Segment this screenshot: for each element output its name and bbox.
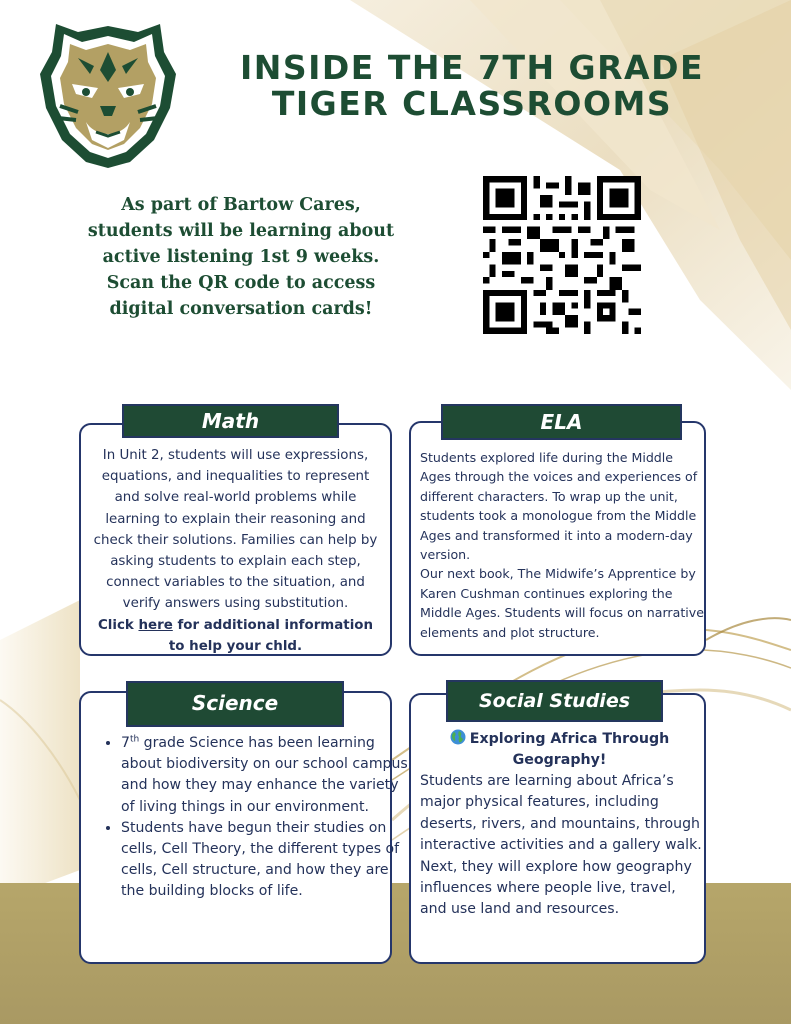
title-line-2: TIGER CLASSROOMS [271,84,673,123]
science-list [91,733,413,903]
social-studies-body: Students are learning about Africa’s major physical features, including deserts, rivers, and mountains, through interactive activities and a gallery walk. Next, they will explore how geography influences where people live, travel, and use land and resources. [420,773,702,918]
social-studies-card [409,693,706,964]
ela-paragraph-2: Our next book, The Midwife’s Apprentice by Karen Cushman continues exploring the Middle Ages. Students will focus on narrative elements and plot structure. [420,566,704,640]
qr-code[interactable] [483,175,641,335]
science-bullet-1-text: grade Science has been learning about biodiversity on our school campus and how they may enhance the variety of living things in our environment. [121,735,408,815]
globe-icon [450,729,466,745]
math-link-line [98,618,373,654]
math-link-prefix: Click [97,617,139,633]
math-tab-label: Math [122,404,339,438]
math-description: In Unit 2, students will use expressions, equations, and inequalities to represent and solve real-world problems while learning to explain their reasoning and check their solutions. Families can help by asking students to explain each step, connect variables to the situation, and verify answers using substitution. [93,448,378,612]
science-grade-number: 7 [121,735,130,751]
science-tab-label: Science [126,681,344,727]
ela-tab-label: ELA [441,404,682,440]
math-body [91,445,380,657]
social-studies-tab-label: Social Studies [446,680,663,722]
ela-card [409,421,706,656]
page-title [192,50,752,122]
ela-paragraph-1: Students explored life during the Middle Ages through the voices and experiences of different characters. To wrap up the unit, students took a monologue from the Middle Ages and transformed it into a modern-day version. [420,450,698,563]
math-card [79,423,392,656]
tiger-logo [38,22,178,170]
social-studies-heading-text: Exploring Africa Through Geography! [469,731,670,768]
title-line-1: INSIDE THE 7TH GRADE [239,48,705,87]
social-studies-heading [417,729,702,771]
science-bullet-2: • Students have begun their studies on cells, Cell Theory, the different types of cells, Cell structure, and how they are the building blocks of life. [121,818,413,903]
science-bullet-1 [121,733,413,818]
science-card [79,691,408,964]
intro-text: As part of Bartow Cares, students will be learning about active listening 1st 9 weeks. Scan the QR code to access digital conversation cards! [87,195,395,319]
ela-body [420,448,705,642]
math-here-link[interactable]: here [138,617,173,633]
science-grade-suffix: th [129,734,140,745]
math-link-suffix: for additional information to help your chld. [168,617,374,654]
